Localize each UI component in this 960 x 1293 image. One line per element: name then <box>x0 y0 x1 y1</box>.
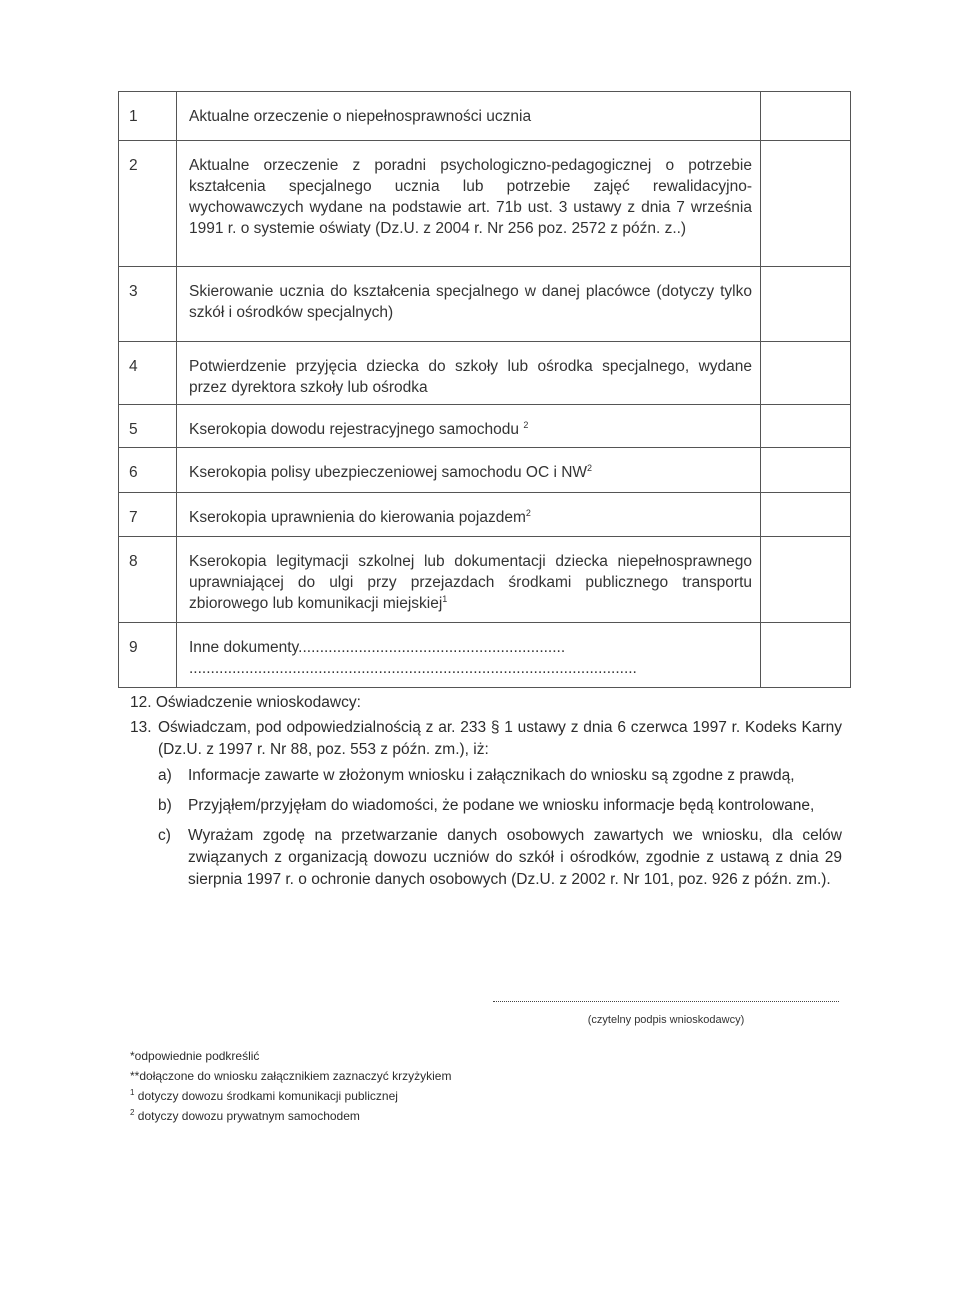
table-row <box>119 537 851 623</box>
attachments-table <box>118 91 851 688</box>
footnotes <box>130 1046 451 1126</box>
declaration-items <box>158 765 842 891</box>
statement-text: Oświadczam, pod odpowiedzialnością z ar. 233 § 1 ustawy z dnia 6 czerwca 1997 r. Kodeks Karny (Dz.U. z 1997 r. Nr 88, poz. 553 z późn. zm.), iż: <box>158 719 842 758</box>
list-item <box>158 825 842 891</box>
row-text-body: Kserokopia polisy ubezpieczeniowej samochodu OC i NW <box>189 464 588 481</box>
declaration-statement <box>130 717 842 761</box>
item-letter: b) <box>158 797 172 814</box>
row-text: Aktualne orzeczenie o niepełnosprawności ucznia <box>177 92 761 141</box>
item-text: Informacje zawarte w złożonym wniosku i załącznikach do wniosku są zgodne z prawdą, <box>188 767 795 784</box>
footnote <box>130 1086 451 1106</box>
item-letter: c) <box>158 827 171 844</box>
table-row <box>119 405 851 448</box>
section-number: 13. <box>130 719 152 736</box>
other-documents-dots: .............................................................. <box>298 639 566 656</box>
row-text-body: Kserokopia uprawnienia do kierowania pojazdem <box>189 509 526 526</box>
attachment-checkbox[interactable] <box>761 623 851 688</box>
attachment-checkbox[interactable] <box>761 342 851 405</box>
attachment-checkbox[interactable] <box>761 405 851 448</box>
row-text: Aktualne orzeczenie z poradni psychologiczno-pedagogicznej o potrzebie kształcenia specjalnego ucznia lub potrzebie zajęć rewalidacyjno-wychowawczych wydane na podstawie art. 71b ust. 3 ustawy z dnia 7 września 1991 r. o systemie oświaty (Dz.U. z 2004 r. Nr 256 poz. 2572 z późn. z..) <box>177 141 761 267</box>
section-title: Oświadczenie wnioskodawcy: <box>155 694 361 711</box>
row-text <box>177 537 761 623</box>
row-number: 8 <box>119 537 177 623</box>
table-row <box>119 623 851 688</box>
table-row <box>119 493 851 537</box>
row-text: Potwierdzenie przyjęcia dziecka do szkoły lub ośrodka specjalnego, wydane przez dyrektora szkoły lub ośrodka <box>177 342 761 405</box>
footnote-mark: 2 <box>525 507 531 518</box>
table-row <box>119 448 851 493</box>
footnote-text: dotyczy dowozu środkami komunikacji publicznej <box>134 1089 398 1103</box>
row-number: 5 <box>119 405 177 448</box>
other-documents-dots-line: ........................................................................................................ <box>189 660 637 677</box>
footnote-mark: 1 <box>130 1088 135 1097</box>
signature-line[interactable] <box>493 997 839 1002</box>
row-text <box>177 405 761 448</box>
row-number: 2 <box>119 141 177 267</box>
row-text: Skierowanie ucznia do kształcenia specjalnego w danej placówce (dotyczy tylko szkół i ośrodków specjalnych) <box>177 267 761 342</box>
row-text <box>177 448 761 493</box>
footnote-mark: 2 <box>130 1108 135 1117</box>
attachment-checkbox[interactable] <box>761 267 851 342</box>
table-row <box>119 92 851 141</box>
attachment-checkbox[interactable] <box>761 448 851 493</box>
table-row <box>119 342 851 405</box>
footnote-text: dotyczy dowozu prywatnym samochodem <box>134 1109 360 1123</box>
table-row <box>119 141 851 267</box>
table-row <box>119 267 851 342</box>
declaration-section <box>130 692 842 899</box>
row-text <box>177 623 761 688</box>
item-text: Wyrażam zgodę na przetwarzanie danych osobowych zawartych we wniosku, dla celów związanych z organizacją dowozu uczniów do szkół i ośrodków, zgodnie z ustawą z dnia 29 sierpnia 1997 r. o ochronie danych osobowych (Dz.U. z 2002 r. Nr 101, poz. 926 z późn. zm.). <box>188 827 842 888</box>
attachment-checkbox[interactable] <box>761 141 851 267</box>
row-text <box>177 493 761 537</box>
row-text-body: Kserokopia legitymacji szkolnej lub dokumentacji dziecka niepełnosprawnego uprawniającej do ulgi przy przejazdach środkami publicznego transportu zbiorowego lub komunikacji miejskiej <box>189 553 752 612</box>
attachment-checkbox[interactable] <box>761 92 851 141</box>
row-text-body: Inne dokumenty <box>189 639 299 656</box>
declaration-heading <box>130 692 842 714</box>
row-text-body: Kserokopia dowodu rejestracyjnego samochodu <box>189 421 520 438</box>
signature-caption: (czytelny podpis wnioskodawcy) <box>587 1014 745 1026</box>
row-number: 4 <box>119 342 177 405</box>
attachment-checkbox[interactable] <box>761 493 851 537</box>
section-number: 12. <box>130 694 152 711</box>
row-number: 6 <box>119 448 177 493</box>
item-letter: a) <box>158 767 172 784</box>
item-text: Przyjąłem/przyjęłam do wiadomości, że podane we wniosku informacje będą kontrolowane, <box>188 797 815 814</box>
row-number: 9 <box>119 623 177 688</box>
footnote: *odpowiednie podkreślić <box>130 1049 260 1063</box>
footnote <box>130 1106 451 1126</box>
footnote-mark: 1 <box>442 593 448 604</box>
signature-block <box>493 997 839 1026</box>
footnote: **dołączone do wniosku załącznikiem zaznaczyć krzyżykiem <box>130 1069 452 1083</box>
footnote-mark: 2 <box>523 419 529 430</box>
list-item <box>158 795 842 817</box>
row-number: 7 <box>119 493 177 537</box>
footnote-mark: 2 <box>587 462 593 473</box>
row-number: 3 <box>119 267 177 342</box>
list-item <box>158 765 842 787</box>
attachment-checkbox[interactable] <box>761 537 851 623</box>
row-number: 1 <box>119 92 177 141</box>
